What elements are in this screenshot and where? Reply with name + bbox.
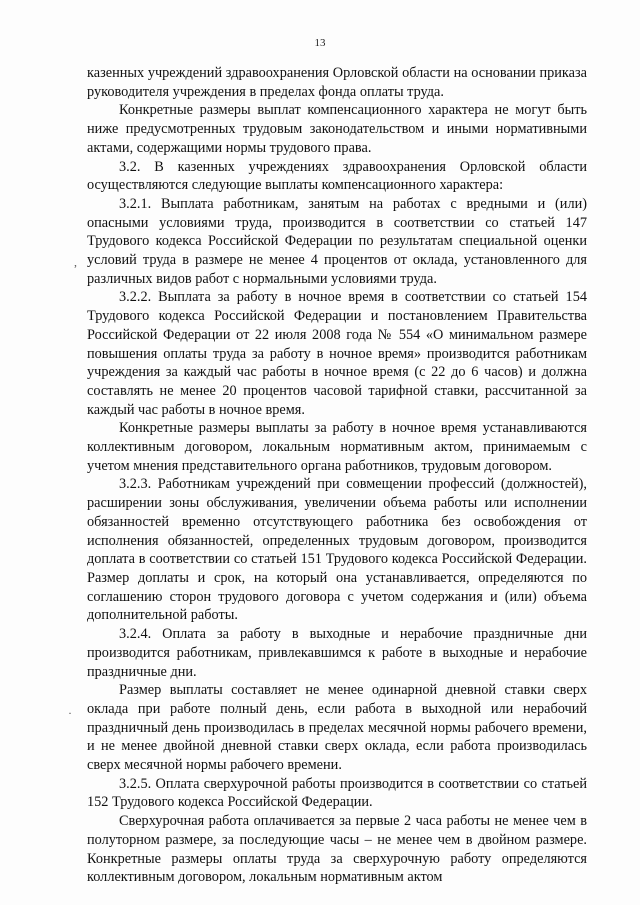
page-number: 13: [314, 37, 326, 49]
paragraph-3-2: 3.2. В казенных учреждениях здравоохранения Орловской области осуществляются следующие выплаты компенсационного характера:: [87, 158, 587, 194]
document-body: [87, 64, 587, 887]
paragraph-compensation-minimum: Конкретные размеры выплат компенсационного характера не могут быть ниже предусмотренных трудовым законодательством и иными нормативными актами, содержащими нормы трудового права.: [87, 102, 587, 156]
paragraph-3-2-2: 3.2.2. Выплата за работу в ночное время в соответствии со статьей 154 Трудового кодекса Российской Федерации и постановлением Правительства Российской Федерации от 22 июля 2008 года № 554 «О минимальном размере повышения оплаты труда за работу в ночное время» производится работникам учреждения за каждый час работы в ночное время (с 22 до 6 часов) и должна составлять не менее 20 процентов часовой тарифной ставки, рассчитанной за каждый час работы в ночное время.: [87, 289, 587, 418]
paragraph-3-2-1: 3.2.1. Выплата работникам, занятым на работах с вредными и (или) опасными условиями труда, производится в соответствии со статьей 147 Трудового кодекса Российской Федерации по результатам специальной оценки условий труда в размере не менее 4 процентов от оклада, установленного для различных видов работ с нормальными условиями труда.: [87, 195, 587, 287]
paragraph-3-2-3: 3.2.3. Работникам учреждений при совмещении профессий (должностей), расширении зоны обслуживания, увеличении объема работы или исполнении обязанностей временно отсутствующего работника без освобождения от исполнения обязанностей, определенных трудовым договором, производится доплата в соответствии со статьей 151 Трудового кодекса Российской Федерации. Размер доплаты и срок, на который она устанавливается, определяются по соглашению сторон трудового договора с учетом содержания и (или) объема дополнительной работы.: [87, 476, 587, 624]
paragraph-3-2-5: 3.2.5. Оплата сверхурочной работы производится в соответствии со статьей 152 Трудового кодекса Российской Федерации.: [87, 775, 587, 811]
scan-speck: ·: [68, 706, 72, 720]
paragraph-holiday-pay-amount: Размер выплаты составляет не менее одинарной дневной ставки сверх оклада при работе полный день, если работа в выходной или нерабочий праздничный день производилась в пределах месячной нормы рабочего времени, и не менее двойной дневной ставки сверх оклада, если работа производилась сверх месячной нормы рабочего времени.: [87, 682, 587, 774]
paragraph-overtime-pay: Сверхурочная работа оплачивается за первые 2 часа работы не менее чем в полуторном размере, за последующие часы – не менее чем в двойном размере. Конкретные размеры оплаты труда за сверхурочную работу определяются коллективным договором, локальным нормативным актом: [87, 813, 587, 886]
paragraph-intro-continuation: казенных учреждений здравоохранения Орловской области на основании приказа руководителя учреждения в пределах фонда оплаты труда.: [87, 65, 587, 100]
scan-speck: ,: [74, 255, 77, 269]
paragraph-night-work-amounts: Конкретные размеры выплаты за работу в ночное время устанавливаются коллективным договором, локальным нормативным актом, принимаемым с учетом мнения представительного органа работников, трудовым договором.: [87, 420, 587, 474]
paragraph-3-2-4: 3.2.4. Оплата за работу в выходные и нерабочие праздничные дни производится работникам, привлекавшимся к работе в выходные и нерабочие праздничные дни.: [87, 626, 587, 680]
